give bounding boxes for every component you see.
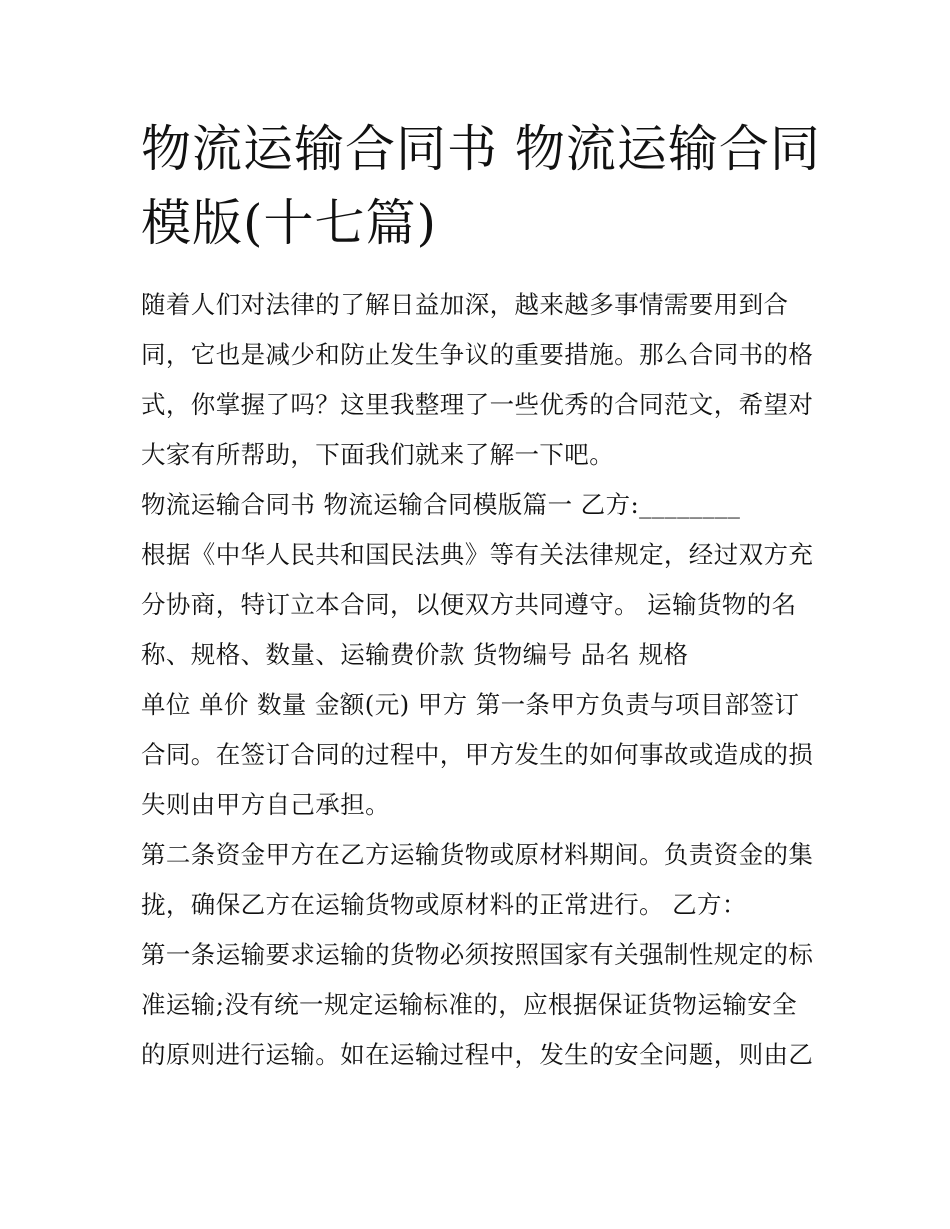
document-title: 物流运输合同书 物流运输合同模版(十七篇) bbox=[141, 120, 821, 252]
document-body bbox=[141, 280, 816, 1080]
paragraph-party-a-article-2: 第二条资金甲方在乙方运输货物或原材料期间。负责资金的集拢，确保乙方在运输货物或原材料的正常进行。 乙方： bbox=[141, 840, 814, 919]
paragraph-intro: 随着人们对法律的了解日益加深，越来越多事情需要用到合同，它也是减少和防止发生争议的重要措施。那么合同书的格式，你掌握了吗？这里我整理了一些优秀的合同范文，希望对大家有所帮助，下面我们就来了解一下吧。 bbox=[141, 290, 814, 469]
paragraph-legal-basis: 根据《中华人民共和国民法典》等有关法律规定，经过双方充分协商，特订立本合同，以便双方共同遵守。 运输货物的名称、规格、数量、运输费价款 货物编号 品名 规格 bbox=[141, 540, 814, 669]
paragraph-party-b-article-1: 第一条运输要求运输的货物必须按照国家有关强制性规定的标准运输;没有统一规定运输标准的，应根据保证货物运输安全的原则进行运输。如在运输过程中，发生的安全问题，则由乙 bbox=[141, 940, 814, 1069]
paragraph-section-heading: 物流运输合同书 物流运输合同模版篇一 乙方:________ bbox=[141, 490, 741, 519]
paragraph-party-a-article-1: 单位 单价 数量 金额(元) 甲方 第一条甲方负责与项目部签订合同。在签订合同的过程中，甲方发生的如何事故或造成的损失则由甲方自己承担。 bbox=[141, 690, 814, 819]
